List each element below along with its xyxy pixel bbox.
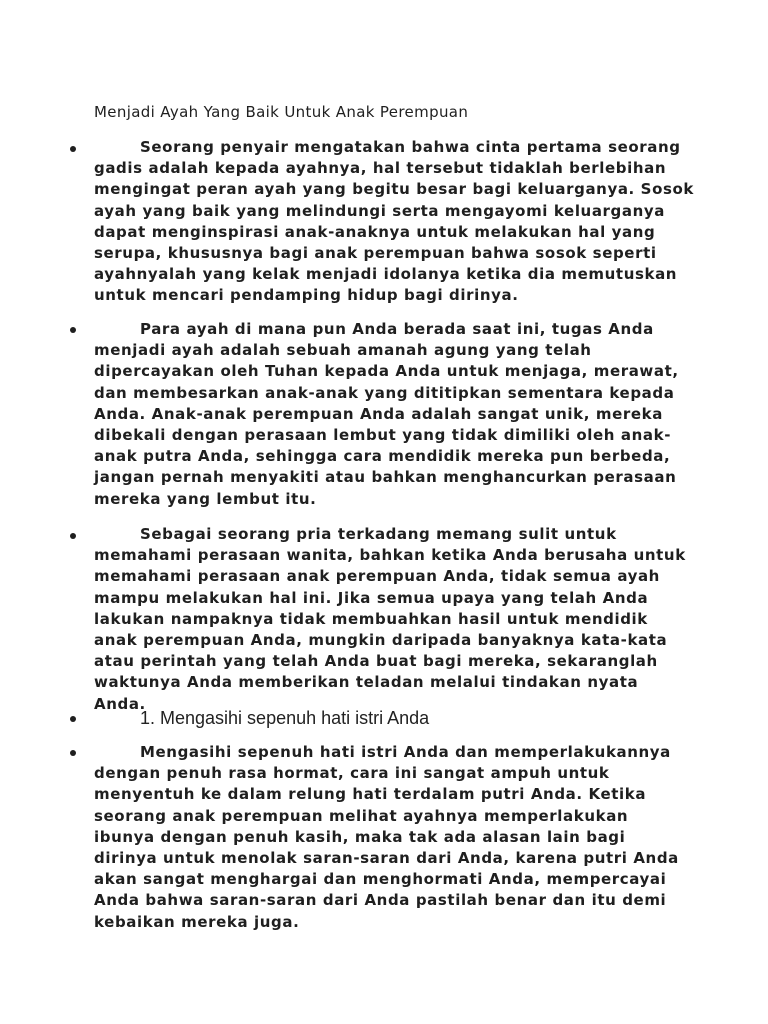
- paragraph: Seorang penyair mengatakan bahwa cinta pertama seorang gadis adalah kepada ayahnya, hal tersebut tidaklah berlebihan mengingat peran ayah yang begitu besar bagi keluarganya. Sosok ayah yang baik yang melindungi serta mengayomi keluarganya dapat menginspirasi anak-anaknya untuk melakukan hal yang serupa, khususnya bagi anak perempuan bahwa sosok seperti ayahnyalah yang kelak menjadi idolanya ketika dia memutuskan untuk mencari pendamping hidup bagi dirinya.: [94, 138, 694, 305]
- paragraph: Sebagai seorang pria terkadang memang sulit untuk memahami perasaan wanita, bahkan ketika Anda berusaha untuk memahami perasaan anak perempuan Anda, tidak semua ayah mampu melakukan hal ini. Jika semua upaya yang telah Anda lakukan nampaknya tidak membuahkan hasil untuk mendidik anak perempuan Anda, mungkin daripada banyaknya kata-kata atau perintah yang telah Anda buat bagi mereka, sekaranglah waktunya Anda memberikan teladan melalui tindakan nyata Anda.: [94, 525, 686, 713]
- bullet-icon: [70, 716, 76, 722]
- paragraph: Para ayah di mana pun Anda berada saat ini, tugas Anda menjadi ayah adalah sebuah amanah agung yang telah dipercayakan oleh Tuhan kepada Anda untuk menjaga, merawat, dan membesarkan anak-anak yang dititipkan sementara kepada Anda. Anak-anak perempuan Anda adalah sangat unik, mereka dibekali dengan perasaan lembut yang tidak dimiliki oleh anak-anak putra Anda, sehingga cara mendidik mereka pun berbeda, jangan pernah menyakiti atau bahkan menghancurkan perasaan mereka yang lembut itu.: [94, 320, 679, 508]
- section-heading: 1. Mengasihi sepenuh hati istri Anda: [140, 708, 430, 728]
- document-title: Menjadi Ayah Yang Baik Untuk Anak Perempuan: [94, 103, 469, 121]
- bullet-icon: [70, 533, 76, 539]
- bullet-icon: [70, 146, 76, 152]
- bullet-icon: [70, 327, 76, 333]
- paragraph: Mengasihi sepenuh hati istri Anda dan memperlakukannya dengan penuh rasa hormat, cara ini sangat ampuh untuk menyentuh ke dalam relung hati terdalam putri Anda. Ketika seorang anak perempuan melihat ayahnya memperlakukan ibunya dengan penuh kasih, maka tak ada alasan lain bagi dirinya untuk menolak saran-saran dari Anda, karena putri Anda akan sangat menghargai dan menghormati Anda, mempercayai Anda bahwa saran-saran dari Anda pastilah benar dan itu demi kebaikan mereka juga.: [94, 743, 679, 931]
- bullet-icon: [70, 750, 76, 756]
